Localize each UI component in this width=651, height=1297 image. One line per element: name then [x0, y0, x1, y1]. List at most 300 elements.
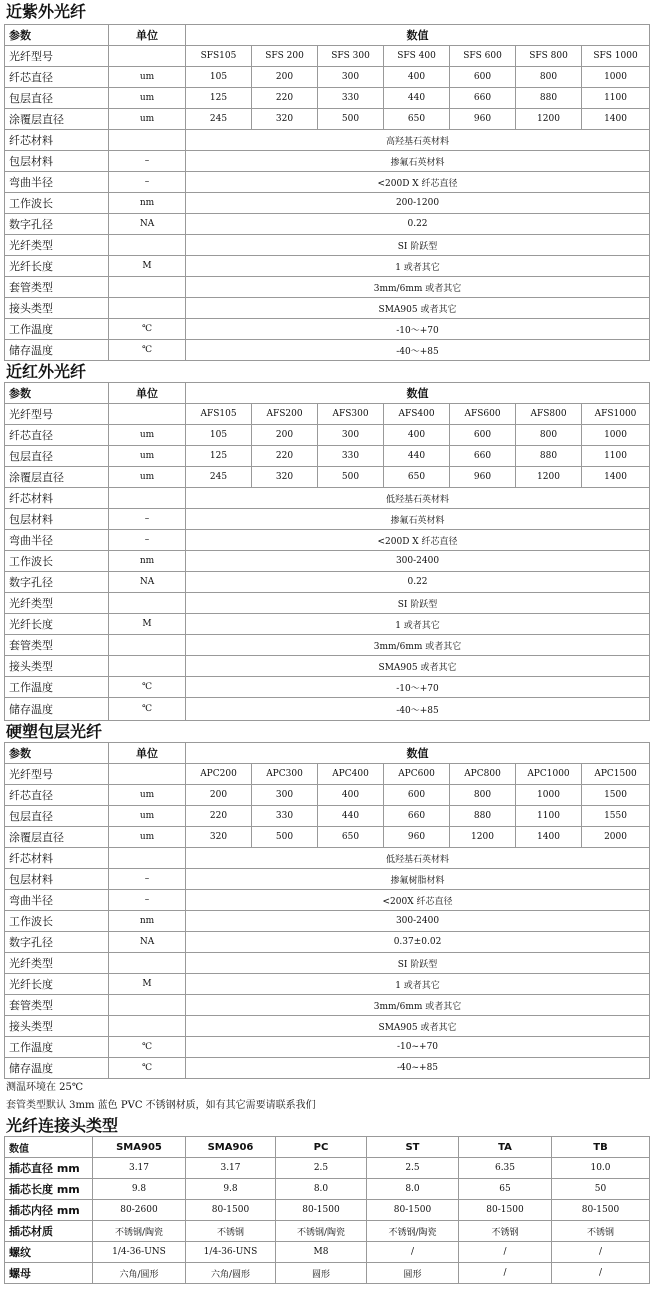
row-unit: ℃ [109, 677, 186, 698]
value-cell: 960 [450, 109, 516, 130]
value-cell: 1/4-36-UNS [186, 1242, 276, 1263]
row-label: 纤芯直径 [5, 67, 109, 88]
value-cell: 300 [318, 67, 384, 88]
value-cell: 不锈钢/陶瓷 [367, 1221, 459, 1242]
row-label: 插芯材质 [5, 1221, 93, 1242]
row-unit [109, 764, 186, 785]
row-unit: ℃ [109, 698, 186, 721]
row-unit: – [109, 172, 186, 193]
value-cell: 1200 [516, 109, 582, 130]
value-cell: 3.17 [93, 1158, 186, 1179]
row-label: 接头类型 [5, 656, 109, 677]
value-cell: / [552, 1263, 650, 1284]
table-row [5, 1200, 650, 1221]
value-cell: 不锈钢/陶瓷 [276, 1221, 367, 1242]
value-cell: 960 [450, 467, 516, 488]
table-row [5, 869, 650, 890]
value-cell: / [459, 1242, 552, 1263]
value-cell: 300 [318, 425, 384, 446]
row-unit: um [109, 806, 186, 827]
value-cell: 200 [252, 67, 318, 88]
row-label: 弯曲半径 [5, 172, 109, 193]
merged-value-cell: <200X 纤芯直径 [186, 890, 650, 911]
value-cell: 320 [252, 109, 318, 130]
section-title: 近红外光纤 [6, 362, 87, 381]
row-label: 包层材料 [5, 151, 109, 172]
row-label: 工作波长 [5, 193, 109, 214]
merged-value-cell: 1 或者其它 [186, 614, 650, 635]
value-cell: 330 [318, 88, 384, 109]
model-cell: AFS1000 [582, 404, 650, 425]
row-unit: – [109, 151, 186, 172]
merged-value-cell: 3mm/6mm 或者其它 [186, 277, 650, 298]
value-cell: 1400 [582, 467, 650, 488]
table-row [5, 298, 650, 319]
value-cell: 440 [318, 806, 384, 827]
value-cell: 200 [252, 425, 318, 446]
merged-value-cell: 1 或者其它 [186, 974, 650, 995]
value-cell: 80-1500 [552, 1200, 650, 1221]
model-cell: APC1500 [582, 764, 650, 785]
table-row [5, 67, 650, 88]
table-row [5, 551, 650, 572]
row-unit [109, 298, 186, 319]
row-unit: um [109, 425, 186, 446]
value-cell: 80-2600 [93, 1200, 186, 1221]
row-label: 插芯内径 mm [5, 1200, 93, 1221]
row-unit: – [109, 890, 186, 911]
row-label: 套管类型 [5, 277, 109, 298]
merged-value-cell: 掺氟石英材料 [186, 151, 650, 172]
value-cell: 245 [186, 109, 252, 130]
row-unit: ℃ [109, 319, 186, 340]
value-cell: 320 [252, 467, 318, 488]
row-unit: M [109, 256, 186, 277]
row-label: 包层直径 [5, 806, 109, 827]
table-row [5, 88, 650, 109]
header-param: 参数 [5, 25, 109, 46]
header-unit: 单位 [109, 25, 186, 46]
value-cell: 800 [516, 67, 582, 88]
header-unit: 单位 [109, 743, 186, 764]
value-cell: 650 [318, 827, 384, 848]
merged-value-cell: SI 阶跃型 [186, 593, 650, 614]
row-label: 光纤类型 [5, 593, 109, 614]
model-row [5, 46, 650, 67]
row-label: 涂覆层直径 [5, 109, 109, 130]
value-cell: 400 [384, 425, 450, 446]
model-row [5, 764, 650, 785]
table-row [5, 151, 650, 172]
row-unit [109, 1016, 186, 1037]
row-unit [109, 404, 186, 425]
merged-value-cell: 0.37±0.02 [186, 932, 650, 953]
table-row [5, 911, 650, 932]
value-cell: 6.35 [459, 1158, 552, 1179]
value-cell: 880 [516, 88, 582, 109]
table-row [5, 614, 650, 635]
table-row [5, 953, 650, 974]
row-unit: NA [109, 572, 186, 593]
merged-value-cell: <200D X 纤芯直径 [186, 530, 650, 551]
row-label: 光纤类型 [5, 235, 109, 256]
row-unit [109, 848, 186, 869]
merged-value-cell: <200D X 纤芯直径 [186, 172, 650, 193]
row-label: 光纤长度 [5, 256, 109, 277]
value-cell: 400 [384, 67, 450, 88]
value-cell: 2.5 [276, 1158, 367, 1179]
model-cell: AFS200 [252, 404, 318, 425]
model-cell: AFS800 [516, 404, 582, 425]
table-row [5, 593, 650, 614]
table-row [5, 785, 650, 806]
row-unit: um [109, 827, 186, 848]
connector-table [4, 1136, 650, 1284]
value-cell: 245 [186, 467, 252, 488]
row-label: 接头类型 [5, 1016, 109, 1037]
table-row [5, 1242, 650, 1263]
merged-value-cell: 200-1200 [186, 193, 650, 214]
row-label: 光纤型号 [5, 46, 109, 67]
connector-column-header: SMA906 [186, 1137, 276, 1158]
model-cell: APC1000 [516, 764, 582, 785]
value-cell: 1550 [582, 806, 650, 827]
value-cell: 800 [516, 425, 582, 446]
row-unit [109, 130, 186, 151]
model-cell: APC300 [252, 764, 318, 785]
table-row [5, 130, 650, 151]
value-cell: 660 [450, 446, 516, 467]
table-row [5, 235, 650, 256]
value-cell: 80-1500 [186, 1200, 276, 1221]
value-cell: 六角/圆形 [93, 1263, 186, 1284]
row-label: 涂覆层直径 [5, 467, 109, 488]
merged-value-cell: 300-2400 [186, 551, 650, 572]
row-label: 包层直径 [5, 446, 109, 467]
section-title: 光纤连接头类型 [6, 1116, 119, 1135]
connector-column-header: TB [552, 1137, 650, 1158]
table-row [5, 193, 650, 214]
value-cell: 8.0 [367, 1179, 459, 1200]
merged-value-cell: 3mm/6mm 或者其它 [186, 635, 650, 656]
table-row [5, 677, 650, 698]
row-unit [109, 656, 186, 677]
header-value: 数值 [186, 743, 650, 764]
row-label: 纤芯材料 [5, 488, 109, 509]
row-label: 数字孔径 [5, 214, 109, 235]
merged-value-cell: 低羟基石英材料 [186, 488, 650, 509]
row-unit [109, 953, 186, 974]
row-label: 工作温度 [5, 677, 109, 698]
row-label: 工作温度 [5, 1037, 109, 1058]
row-unit: um [109, 67, 186, 88]
table-row [5, 509, 650, 530]
header-unit: 单位 [109, 383, 186, 404]
value-cell: 660 [384, 806, 450, 827]
value-cell: / [367, 1242, 459, 1263]
value-cell: 600 [450, 67, 516, 88]
table-row [5, 1037, 650, 1058]
row-unit: M [109, 614, 186, 635]
merged-value-cell: -10~+70 [186, 1037, 650, 1058]
value-cell: 1500 [582, 785, 650, 806]
value-cell: 9.8 [93, 1179, 186, 1200]
header-label: 数值 [5, 1137, 93, 1158]
value-cell: 2.5 [367, 1158, 459, 1179]
row-label: 工作波长 [5, 911, 109, 932]
row-label: 弯曲半径 [5, 890, 109, 911]
value-cell: M8 [276, 1242, 367, 1263]
value-cell: 不锈钢 [459, 1221, 552, 1242]
merged-value-cell: -40～+85 [186, 340, 650, 361]
value-cell: 330 [318, 446, 384, 467]
value-cell: 600 [384, 785, 450, 806]
row-unit: – [109, 869, 186, 890]
row-unit: um [109, 109, 186, 130]
header-param: 参数 [5, 743, 109, 764]
merged-value-cell: 高羟基石英材料 [186, 130, 650, 151]
row-unit: – [109, 509, 186, 530]
row-label: 纤芯直径 [5, 785, 109, 806]
value-cell: 80-1500 [459, 1200, 552, 1221]
merged-value-cell: -40～+85 [186, 698, 650, 721]
note-text: 测温环境在 25℃ [6, 1082, 84, 1093]
value-cell: 220 [252, 88, 318, 109]
value-cell: 660 [450, 88, 516, 109]
table-row [5, 1016, 650, 1037]
section-title: 硬塑包层光纤 [6, 722, 103, 741]
value-cell: 65 [459, 1179, 552, 1200]
table-row [5, 806, 650, 827]
spec-table [4, 24, 650, 361]
merged-value-cell: -10～+70 [186, 677, 650, 698]
row-unit [109, 46, 186, 67]
row-unit: um [109, 467, 186, 488]
value-cell: 不锈钢/陶瓷 [93, 1221, 186, 1242]
value-cell: 圆形 [276, 1263, 367, 1284]
row-label: 光纤型号 [5, 404, 109, 425]
row-label: 储存温度 [5, 698, 109, 721]
row-unit: ℃ [109, 340, 186, 361]
value-cell: 200 [186, 785, 252, 806]
table-row [5, 995, 650, 1016]
table-row [5, 319, 650, 340]
value-cell: 220 [186, 806, 252, 827]
row-unit: nm [109, 911, 186, 932]
header-row [5, 743, 650, 764]
merged-value-cell: 0.22 [186, 214, 650, 235]
row-label: 螺母 [5, 1263, 93, 1284]
merged-value-cell: 低羟基石英材料 [186, 848, 650, 869]
value-cell: 80-1500 [276, 1200, 367, 1221]
model-cell: AFS300 [318, 404, 384, 425]
merged-value-cell: SMA905 或者其它 [186, 656, 650, 677]
value-cell: 80-1500 [367, 1200, 459, 1221]
row-label: 纤芯材料 [5, 130, 109, 151]
header-param: 参数 [5, 383, 109, 404]
model-row [5, 404, 650, 425]
value-cell: 2000 [582, 827, 650, 848]
row-unit: – [109, 530, 186, 551]
row-label: 工作温度 [5, 319, 109, 340]
row-label: 储存温度 [5, 340, 109, 361]
value-cell: 220 [252, 446, 318, 467]
value-cell: / [459, 1263, 552, 1284]
value-cell: 1200 [516, 467, 582, 488]
row-unit: ℃ [109, 1058, 186, 1079]
table-row [5, 214, 650, 235]
connector-column-header: PC [276, 1137, 367, 1158]
spec-table [4, 382, 650, 721]
value-cell: 1100 [582, 446, 650, 467]
row-label: 涂覆层直径 [5, 827, 109, 848]
connector-column-header: ST [367, 1137, 459, 1158]
merged-value-cell: SMA905 或者其它 [186, 1016, 650, 1037]
row-label: 螺纹 [5, 1242, 93, 1263]
value-cell: 1100 [582, 88, 650, 109]
table-row [5, 848, 650, 869]
value-cell: 600 [450, 425, 516, 446]
model-cell: SFS105 [186, 46, 252, 67]
value-cell: 1400 [516, 827, 582, 848]
table-row [5, 635, 650, 656]
value-cell: 8.0 [276, 1179, 367, 1200]
value-cell: 440 [384, 446, 450, 467]
table-row [5, 656, 650, 677]
model-cell: AFS400 [384, 404, 450, 425]
table-row [5, 1221, 650, 1242]
connector-column-header: TA [459, 1137, 552, 1158]
table-row [5, 890, 650, 911]
value-cell: 125 [186, 88, 252, 109]
table-row [5, 1263, 650, 1284]
row-unit [109, 995, 186, 1016]
value-cell: 3.17 [186, 1158, 276, 1179]
row-label: 纤芯材料 [5, 848, 109, 869]
value-cell: 440 [384, 88, 450, 109]
row-label: 插芯长度 mm [5, 1179, 93, 1200]
row-unit [109, 235, 186, 256]
merged-value-cell: SI 阶跃型 [186, 953, 650, 974]
value-cell: / [552, 1242, 650, 1263]
value-cell: 1/4-36-UNS [93, 1242, 186, 1263]
row-unit: NA [109, 932, 186, 953]
header-row [5, 1137, 650, 1158]
merged-value-cell: 掺氟石英材料 [186, 509, 650, 530]
value-cell: 800 [450, 785, 516, 806]
table-row [5, 932, 650, 953]
value-cell: 300 [252, 785, 318, 806]
row-unit: NA [109, 214, 186, 235]
value-cell: 1000 [582, 67, 650, 88]
value-cell: 125 [186, 446, 252, 467]
model-cell: SFS 1000 [582, 46, 650, 67]
merged-value-cell: -10～+70 [186, 319, 650, 340]
value-cell: 105 [186, 67, 252, 88]
row-unit [109, 593, 186, 614]
model-cell: SFS 600 [450, 46, 516, 67]
row-label: 套管类型 [5, 635, 109, 656]
table-row [5, 698, 650, 721]
table-row [5, 1179, 650, 1200]
spec-table [4, 742, 650, 1079]
value-cell: 880 [450, 806, 516, 827]
row-label: 光纤长度 [5, 974, 109, 995]
merged-value-cell: 0.22 [186, 572, 650, 593]
row-label: 光纤长度 [5, 614, 109, 635]
table-row [5, 827, 650, 848]
model-cell: SFS 800 [516, 46, 582, 67]
value-cell: 不锈钢 [186, 1221, 276, 1242]
table-row [5, 974, 650, 995]
header-row [5, 25, 650, 46]
value-cell: 330 [252, 806, 318, 827]
row-unit: nm [109, 193, 186, 214]
value-cell: 1200 [450, 827, 516, 848]
table-row [5, 446, 650, 467]
table-row [5, 488, 650, 509]
model-cell: SFS 300 [318, 46, 384, 67]
row-label: 光纤类型 [5, 953, 109, 974]
row-unit: M [109, 974, 186, 995]
row-label: 数字孔径 [5, 572, 109, 593]
model-cell: SFS 200 [252, 46, 318, 67]
table-row [5, 1058, 650, 1079]
merged-value-cell: SMA905 或者其它 [186, 298, 650, 319]
merged-value-cell: SI 阶跃型 [186, 235, 650, 256]
value-cell: 880 [516, 446, 582, 467]
row-label: 包层材料 [5, 869, 109, 890]
value-cell: 不锈钢 [552, 1221, 650, 1242]
section-title: 近紫外光纤 [6, 2, 87, 21]
connector-column-header: SMA905 [93, 1137, 186, 1158]
value-cell: 圆形 [367, 1263, 459, 1284]
row-label: 光纤型号 [5, 764, 109, 785]
model-cell: APC200 [186, 764, 252, 785]
table-row [5, 1158, 650, 1179]
model-cell: AFS105 [186, 404, 252, 425]
value-cell: 400 [318, 785, 384, 806]
table-row [5, 340, 650, 361]
merged-value-cell: 3mm/6mm 或者其它 [186, 995, 650, 1016]
value-cell: 1100 [516, 806, 582, 827]
merged-value-cell: -40~+85 [186, 1058, 650, 1079]
value-cell: 1000 [582, 425, 650, 446]
row-unit [109, 277, 186, 298]
model-cell: APC800 [450, 764, 516, 785]
model-cell: SFS 400 [384, 46, 450, 67]
value-cell: 105 [186, 425, 252, 446]
table-row [5, 172, 650, 193]
row-unit [109, 635, 186, 656]
row-unit [109, 488, 186, 509]
value-cell: 500 [318, 109, 384, 130]
merged-value-cell: 300-2400 [186, 911, 650, 932]
value-cell: 50 [552, 1179, 650, 1200]
row-unit: um [109, 785, 186, 806]
row-label: 储存温度 [5, 1058, 109, 1079]
row-label: 工作波长 [5, 551, 109, 572]
model-cell: APC600 [384, 764, 450, 785]
header-row [5, 383, 650, 404]
value-cell: 500 [318, 467, 384, 488]
row-label: 接头类型 [5, 298, 109, 319]
model-cell: AFS600 [450, 404, 516, 425]
table-row [5, 425, 650, 446]
table-row [5, 109, 650, 130]
value-cell: 960 [384, 827, 450, 848]
row-unit: um [109, 88, 186, 109]
